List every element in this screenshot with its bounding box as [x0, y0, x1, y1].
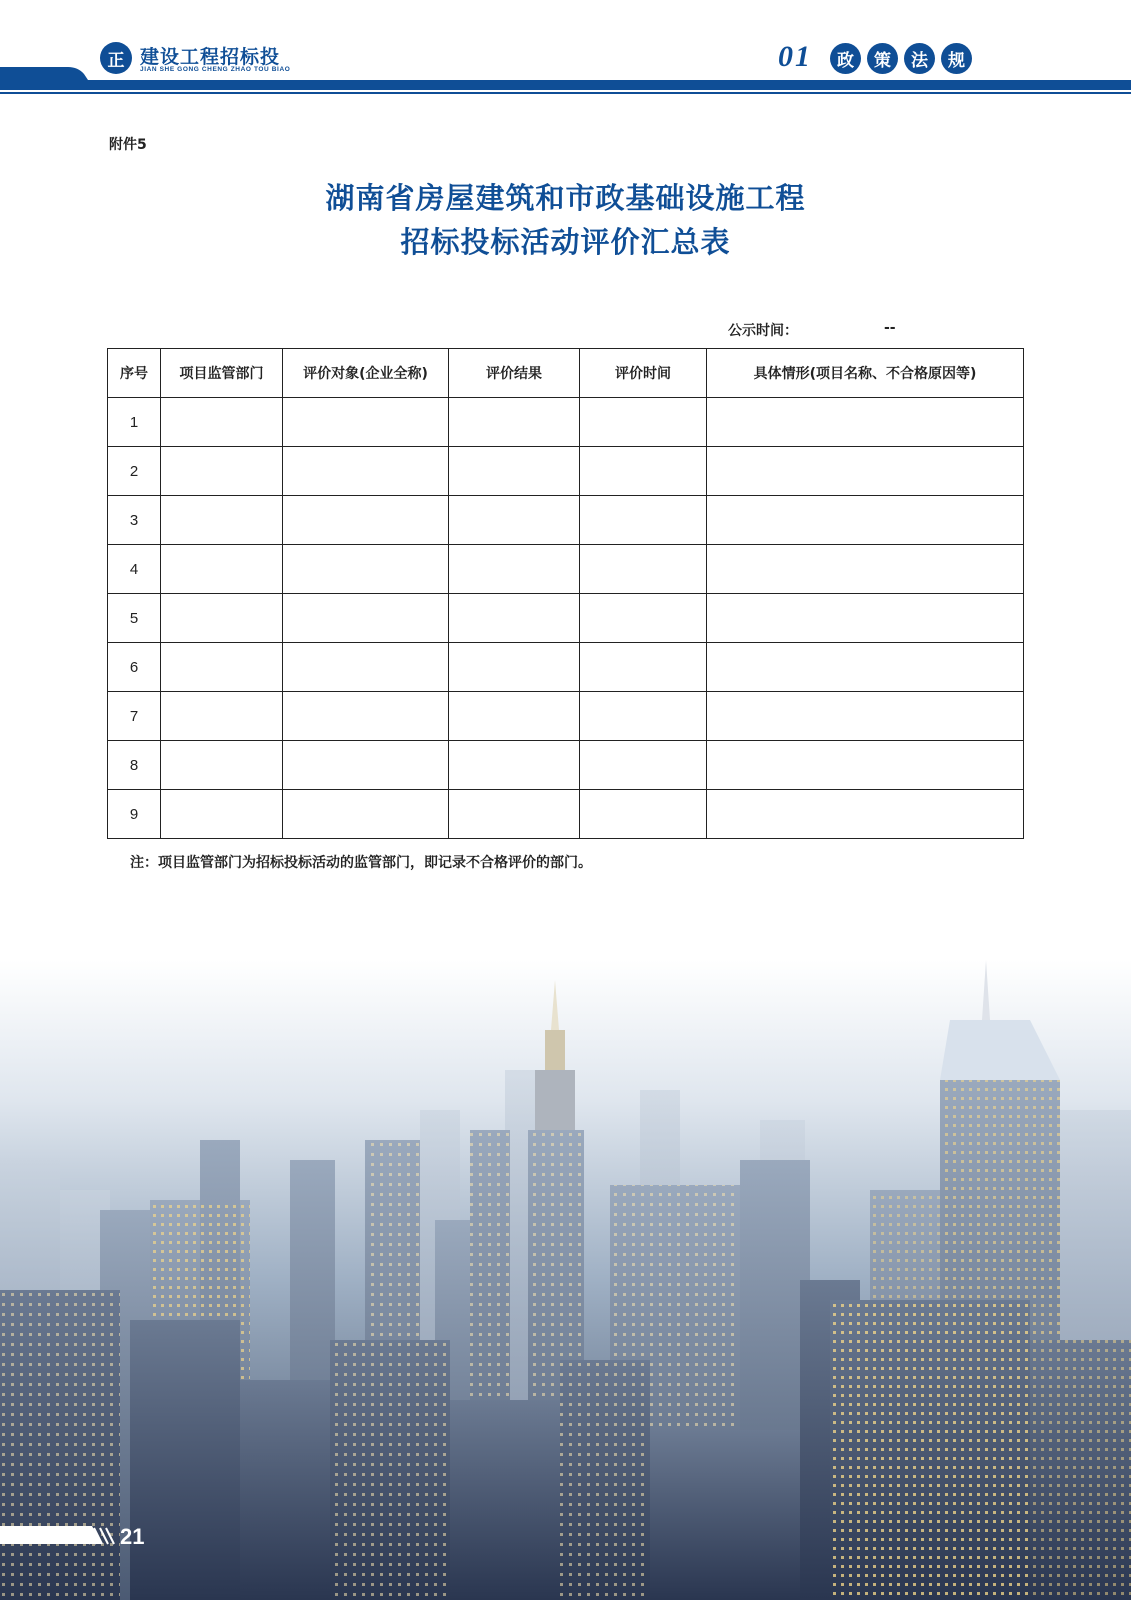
row-seq: 5 — [108, 594, 161, 643]
page-header — [0, 0, 1131, 100]
publish-time-label: 公示时间： — [728, 323, 798, 339]
header-seq: 序号 — [108, 349, 161, 398]
cell-time — [580, 496, 707, 545]
cell-department — [161, 496, 283, 545]
row-seq: 4 — [108, 545, 161, 594]
evaluation-summary-table — [107, 348, 1024, 839]
cell-time — [580, 692, 707, 741]
table-header-row — [108, 349, 1024, 398]
row-seq: 9 — [108, 790, 161, 839]
row-seq: 8 — [108, 741, 161, 790]
cell-details — [707, 741, 1024, 790]
cell-details — [707, 790, 1024, 839]
cell-details — [707, 496, 1024, 545]
page-title: 湖南省房屋建筑和市政基础设施工程 — [325, 181, 806, 215]
cell-target — [283, 741, 449, 790]
row-seq: 3 — [108, 496, 161, 545]
cell-result — [449, 692, 580, 741]
cell-department — [161, 692, 283, 741]
cell-department — [161, 447, 283, 496]
cell-result — [449, 496, 580, 545]
table-row — [108, 692, 1024, 741]
header-details: 具体情形(项目名称、不合格原因等) — [707, 349, 1024, 398]
table-row — [108, 496, 1024, 545]
cell-time — [580, 545, 707, 594]
cell-time — [580, 398, 707, 447]
cell-time — [580, 790, 707, 839]
cell-details — [707, 447, 1024, 496]
table-row — [108, 398, 1024, 447]
header-target: 评价对象(企业全称) — [283, 349, 449, 398]
city-skyline-image — [0, 960, 1131, 1600]
cell-details — [707, 398, 1024, 447]
cell-details — [707, 594, 1024, 643]
row-seq: 6 — [108, 643, 161, 692]
cell-target — [283, 692, 449, 741]
cell-department — [161, 594, 283, 643]
cell-result — [449, 741, 580, 790]
publish-time-value: -- — [884, 320, 896, 336]
section-char: 政 — [830, 43, 861, 74]
cell-details — [707, 545, 1024, 594]
cell-department — [161, 643, 283, 692]
cell-time — [580, 643, 707, 692]
cell-target — [283, 496, 449, 545]
brand-subtitle: JIAN SHE GONG CHENG ZHAO TOU BIAO — [140, 66, 291, 73]
cell-department — [161, 741, 283, 790]
table-row — [108, 594, 1024, 643]
cell-details — [707, 643, 1024, 692]
table-row — [108, 643, 1024, 692]
cell-department — [161, 398, 283, 447]
section-char: 规 — [941, 43, 972, 74]
cell-target — [283, 447, 449, 496]
table-row — [108, 741, 1024, 790]
row-seq: 2 — [108, 447, 161, 496]
cell-result — [449, 545, 580, 594]
cell-time — [580, 594, 707, 643]
cell-target — [283, 790, 449, 839]
cell-result — [449, 398, 580, 447]
cell-time — [580, 447, 707, 496]
cell-result — [449, 790, 580, 839]
attachment-label: 附件5 — [109, 137, 147, 153]
table-footnote: 注：项目监管部门为招标投标活动的监管部门，即记录不合格评价的部门。 — [130, 855, 592, 871]
header-result: 评价结果 — [449, 349, 580, 398]
cell-target — [283, 594, 449, 643]
brand-logo-icon: 正 — [100, 42, 132, 74]
cell-result — [449, 594, 580, 643]
row-seq: 1 — [108, 398, 161, 447]
cell-result — [449, 643, 580, 692]
cell-time — [580, 741, 707, 790]
header-department: 项目监管部门 — [161, 349, 283, 398]
cell-target — [283, 545, 449, 594]
footer-page-band — [0, 1520, 180, 1550]
brand-title: 建设工程招标投 — [140, 46, 281, 68]
table-row — [108, 545, 1024, 594]
header-time: 评价时间 — [580, 349, 707, 398]
table-row — [108, 790, 1024, 839]
page-number: 21 — [120, 1524, 145, 1549]
cell-target — [283, 643, 449, 692]
cell-details — [707, 692, 1024, 741]
section-char: 策 — [867, 43, 898, 74]
cell-department — [161, 545, 283, 594]
section-char: 法 — [904, 43, 935, 74]
cell-target — [283, 398, 449, 447]
cell-result — [449, 447, 580, 496]
section-title — [830, 43, 972, 74]
page-title-line2: 招标投标活动评价汇总表 — [400, 225, 731, 259]
section-number: 01 — [778, 40, 812, 73]
row-seq: 7 — [108, 692, 161, 741]
table-row — [108, 447, 1024, 496]
cell-department — [161, 790, 283, 839]
